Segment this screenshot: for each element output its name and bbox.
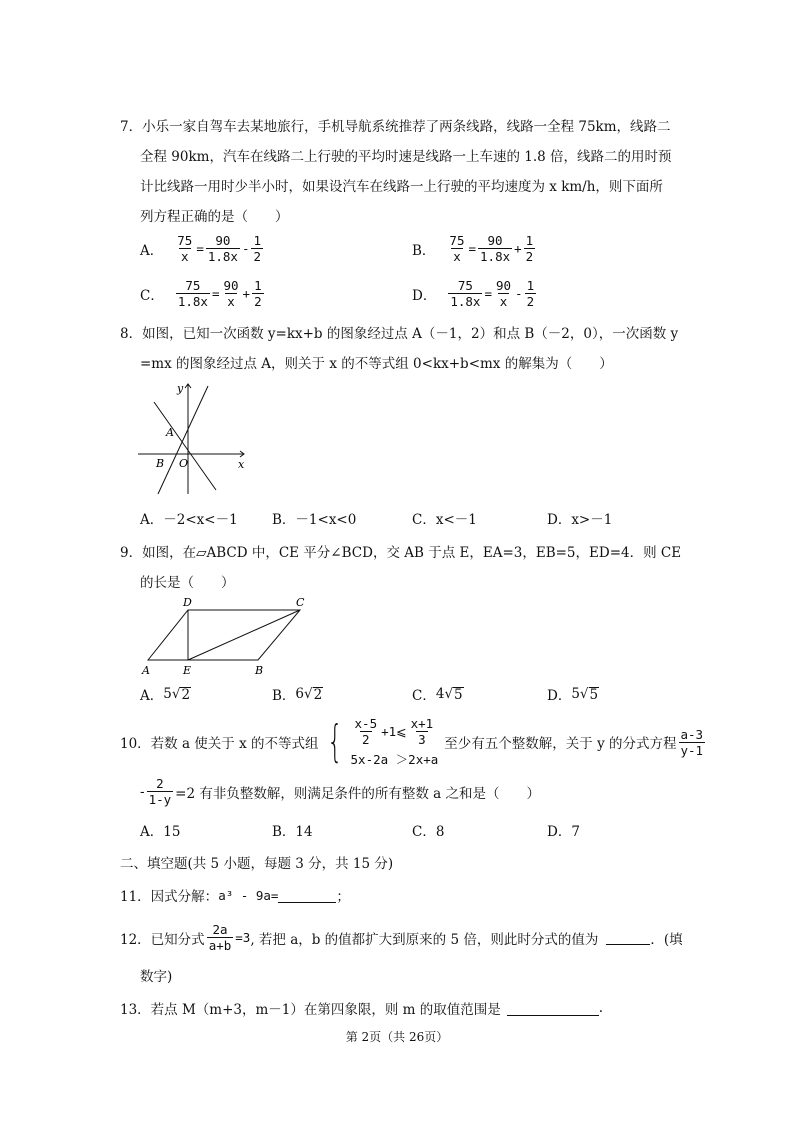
- q13-text: 13．若点 M（m+3，m－1）在第四象限，则 m 的取值范围是: [120, 1002, 501, 1018]
- frac-den: 2: [525, 249, 534, 264]
- q7-line-3: 计比线路一用时少半小时，如果设汽车在线路一上行驶的平均速度为 x km/h，则下面所: [140, 179, 663, 195]
- q12-line-2: 数字): [140, 969, 173, 985]
- q13-answer-blank[interactable]: [507, 1001, 599, 1016]
- frac-num: 90: [223, 278, 239, 293]
- frac-den: x: [499, 294, 508, 309]
- q12-eq: =3: [235, 930, 251, 945]
- q8-option-c: C．x<－1: [412, 512, 477, 528]
- equals-sign: =: [468, 241, 477, 256]
- q10-option-d: D．7: [547, 824, 580, 840]
- q11-answer-blank[interactable]: [278, 888, 336, 903]
- q10-line-2-rest: =2 有非负整数解，则满足条件的所有整数 a 之和是（ ）: [175, 785, 540, 802]
- frac-num: 75: [457, 278, 473, 293]
- q8-label-o: O: [179, 457, 189, 470]
- q9-option-d: [547, 684, 599, 704]
- q8-label-a: A: [166, 426, 174, 439]
- q10-line-1: [120, 712, 707, 772]
- q9-label-c: C: [296, 596, 305, 609]
- q10-eq-fd: y-1: [680, 742, 704, 758]
- sqrt-icon: √: [579, 686, 589, 702]
- q10-ineq1-gn: x+1: [410, 716, 434, 731]
- option-label: D．: [547, 688, 572, 704]
- option-label: C．: [412, 688, 436, 704]
- q8-graph-figure: [138, 378, 250, 496]
- q9-option-b: [272, 684, 323, 704]
- q9-label-b: B: [255, 664, 264, 677]
- section-heading: 二、填空题(共 5 小题，每题 3 分，共 15 分): [120, 856, 394, 872]
- q11-tail: ；: [336, 889, 350, 905]
- q12-tail: ．(填: [650, 931, 683, 948]
- q7-line-1: 7．小乐一家自驾车去某地旅行，手机导航系统推荐了两条线路，线路一全程 75km，线路二: [120, 119, 671, 135]
- equals-sign: =: [211, 286, 220, 301]
- frac-den: 2: [254, 294, 262, 309]
- page-footer: 第 2页（共 26页）: [345, 1030, 449, 1044]
- frac-num: 75: [449, 233, 465, 248]
- equals-sign: =: [196, 241, 204, 256]
- radicand: 2: [181, 686, 191, 703]
- q12-prefix: 12．已知分式: [120, 931, 205, 948]
- q12-fn: 2a: [212, 922, 228, 937]
- frac-den: 1.8x: [480, 249, 511, 264]
- frac-num: 1: [525, 233, 534, 248]
- q9-label-a: A: [142, 664, 150, 677]
- q10-middle: 至少有五个整数解，关于 y 的分式方程: [444, 736, 677, 752]
- radicand: 5: [589, 686, 599, 703]
- q9-label-e: E: [183, 664, 192, 677]
- frac-num: 75: [177, 233, 193, 248]
- q11-line: [120, 885, 350, 905]
- q9-option-a: [140, 684, 191, 704]
- coefficient: 5: [571, 686, 580, 702]
- equals-sign: =: [484, 286, 492, 301]
- frac-num: 90: [495, 278, 512, 293]
- q7-option-b: [412, 233, 537, 264]
- q8-label-y: y: [177, 382, 184, 395]
- q7-option-a: [140, 233, 265, 264]
- q12-rest: , 若把 a，b 的值都扩大到原来的 5 倍，则此时分式的值为: [250, 931, 599, 948]
- q8-option-d: D．x>－1: [547, 512, 613, 528]
- frac-num: 75: [185, 278, 201, 293]
- radicand: 5: [454, 686, 463, 703]
- q7-option-c: [140, 278, 266, 309]
- sqrt-icon: √: [171, 686, 181, 702]
- q8-line-1: 8．如图，已知一次函数 y=kx+b 的图象经过点 A（－1，2）和点 B（－2，0），一次函数 y: [120, 326, 679, 342]
- q10-line-2: [140, 776, 540, 807]
- sqrt-icon: √: [444, 686, 454, 702]
- frac-num: 1: [254, 278, 262, 293]
- q12-fd: a+b: [208, 938, 232, 953]
- frac-den: 2: [253, 249, 262, 264]
- q10-option-c: C．8: [412, 824, 445, 840]
- option-label: C．: [140, 287, 164, 304]
- q13-line: [120, 998, 603, 1018]
- q9-option-c: [412, 684, 464, 704]
- q12-answer-blank[interactable]: [606, 930, 650, 945]
- option-label: D．: [412, 287, 437, 304]
- coefficient: 5: [163, 686, 172, 702]
- q10-eq2-fn: 2: [156, 776, 164, 791]
- q8-option-b: B．－1<x<0: [272, 512, 357, 528]
- q9-label-d: D: [183, 596, 192, 609]
- q8-label-x: x: [238, 458, 245, 471]
- q10-minus: -: [140, 783, 145, 800]
- q8-option-a: A．－2<x<－1: [140, 512, 238, 528]
- option-label: B．: [272, 688, 296, 704]
- q8-line-2: =mx 的图象经过点 A，则关于 x 的不等式组 0<kx+b<mx 的解集为（ ）: [140, 356, 613, 372]
- coefficient: 4: [435, 686, 445, 702]
- q13-tail: .: [598, 1000, 604, 1016]
- q9-line-2: 的长是（ ）: [140, 575, 235, 591]
- frac-num: 1: [526, 278, 535, 293]
- q10-option-b: B．14: [272, 824, 313, 840]
- frac-den: x: [453, 249, 461, 264]
- q12-line-1: [120, 922, 683, 953]
- operator-sign: -: [241, 241, 250, 256]
- frac-num: 90: [215, 233, 231, 248]
- q10-ineq2: 5x-2a ＞2x+a: [350, 752, 439, 767]
- sqrt-icon: √: [304, 686, 313, 702]
- operator-sign: +: [242, 286, 251, 301]
- q10-eq-fn: a-3: [680, 726, 704, 742]
- frac-den: 1.8x: [177, 294, 208, 309]
- frac-den: x: [181, 249, 189, 264]
- q10-ineq1-fd: 2: [362, 732, 370, 747]
- radicand: 2: [313, 686, 323, 703]
- frac-den: 1.8x: [450, 294, 481, 309]
- q8-label-b: B: [156, 457, 165, 470]
- q11-text: 11．因式分解：: [120, 889, 219, 905]
- frac-den: 1.8x: [207, 249, 238, 264]
- option-label: A．: [140, 688, 164, 704]
- q10-ineq1-fn: x-5: [354, 716, 378, 731]
- frac-den: 2: [526, 294, 535, 309]
- q10-prefix: 10．若数 a 使关于 x 的不等式组: [120, 736, 319, 752]
- coefficient: 6: [295, 686, 305, 702]
- q9-parallelogram-figure: [140, 596, 310, 680]
- frac-num: 90: [487, 233, 503, 248]
- frac-num: 1: [253, 233, 262, 248]
- q10-option-a: A．15: [140, 824, 181, 840]
- option-label: A．: [140, 242, 164, 259]
- brace-icon: {: [326, 716, 343, 767]
- q10-inequality-system: [351, 716, 439, 768]
- operator-sign: -: [515, 286, 523, 301]
- q9-line-1: 9．如图，在▱ABCD 中，CE 平分∠BCD，交 AB 于点 E，EA=3，EB=5，ED=4．则 CE: [120, 545, 682, 561]
- q7-option-d: [412, 278, 538, 309]
- q11-expr: a³ - 9a=: [218, 887, 279, 903]
- q10-eq2-fd: 1-y: [148, 792, 172, 807]
- q7-line-4: 列方程正确的是（ ）: [140, 209, 289, 225]
- option-label: B．: [412, 242, 436, 259]
- operator-sign: +: [514, 241, 522, 256]
- frac-den: x: [227, 294, 235, 309]
- q10-ineq1-gd: 3: [418, 732, 426, 747]
- q7-line-2: 全程 90km，汽车在线路二上行驶的平均时速是线路一上车速的 1.8 倍，线路二的用时预: [140, 149, 672, 165]
- q10-ineq1-mid: +1⩽: [381, 724, 407, 739]
